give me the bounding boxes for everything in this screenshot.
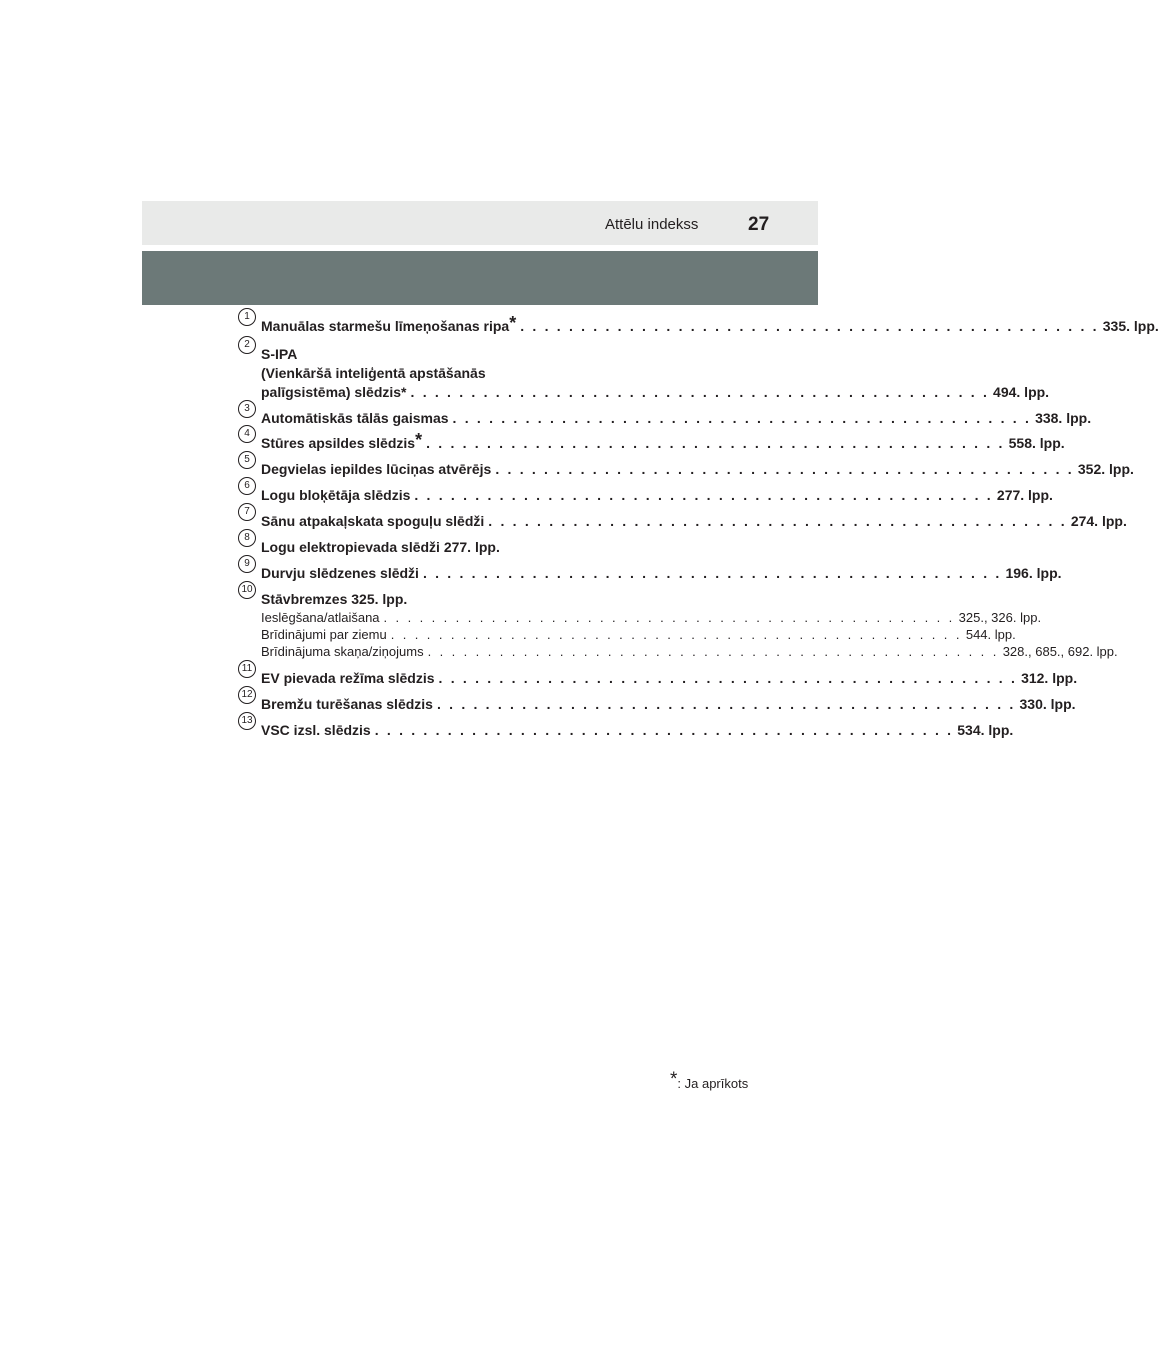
leader-dots: . . . . . . . . . . . . . . . . . . . . . . . . . . . . . . . . . . . . . . . . . . . . . . . . [410,384,990,400]
page-ref[interactable]: 352. lpp. [1077,461,1134,477]
page-ref[interactable]: 558. lpp. [1008,435,1065,451]
leader-dots: . . . . . . . . . . . . . . . . . . . . . . . . . . . . . . . . . . . . . . . . . . . . . . . . [383,610,955,625]
item-number-11: 11 [238,660,256,678]
index-entry-13 [238,715,1014,740]
page-number: 27 [748,214,770,235]
index-entry-3 [238,403,1092,428]
leader-dots: . . . . . . . . . . . . . . . . . . . . . . . . . . . . . . . . . . . . . . . . . . . . . . . . [422,565,1002,581]
page-ref[interactable]: 335. lpp. [1102,318,1159,334]
sub-entry [261,609,1042,626]
item-number-12: 12 [238,686,256,704]
equipment-star: * [415,430,423,450]
index-entry-7 [238,506,1127,531]
item-number-9: 9 [238,555,256,573]
sub-entry-label: Brīdinājuma skaņa/ziņojums [261,644,424,659]
item-number-6: 6 [238,477,256,495]
entry-label: EV pievada režīma slēdzis [261,670,435,686]
leader-dots: . . . . . . . . . . . . . . . . . . . . . . . . . . . . . . . . . . . . . . . . . . . . . . . . [438,670,1018,686]
page-ref[interactable]: 196. lpp. [1005,565,1062,581]
footnote [670,1069,749,1091]
index-entry-6 [238,480,1053,505]
entry-label-line1: S-IPA [261,346,298,362]
index-entry-10 [238,584,1118,660]
index-entry-12 [238,689,1076,714]
equipment-star: * [509,313,517,333]
item-number-13: 13 [238,712,256,730]
entry-label: Stāvbremzes 325. lpp. [261,591,408,607]
entry-label: Sānu atpakaļskata spoguļu slēdži [261,513,485,529]
page-ref[interactable]: 330. lpp. [1019,696,1076,712]
page-ref[interactable]: 328., 685., 692. lpp. [1002,644,1118,659]
page-ref[interactable]: 277. lpp. [996,487,1053,503]
section-title: Attēlu indekss [605,216,699,233]
section-band [142,251,818,305]
page-ref[interactable]: 274. lpp. [1070,513,1127,529]
entry-label: Degvielas iepildes lūciņas atvērējs [261,461,492,477]
entry-label-line3: palīgsistēma) slēdzis* [261,384,407,400]
entry-label: Manuālas starmešu līmeņošanas ripa [261,318,510,334]
header-bar [142,201,818,245]
sub-entry-label: Brīdinājumi par ziemu [261,627,387,642]
index-entry-2 [238,339,1050,402]
index-entry-11 [238,663,1078,688]
leader-dots: . . . . . . . . . . . . . . . . . . . . . . . . . . . . . . . . . . . . . . . . . . . . . . . . [414,487,993,503]
leader-dots: . . . . . . . . . . . . . . . . . . . . . . . . . . . . . . . . . . . . . . . . . . . . . . . . [426,435,1005,451]
item-number-8: 8 [238,529,256,547]
sub-entry [261,626,1016,643]
index-entry-5 [238,454,1134,479]
footnote-star: * [670,1069,678,1090]
index-entry-8 [238,532,724,557]
entry-label: Logu elektropievada slēdži 277. lpp. [261,539,500,555]
page-ref[interactable]: 338. lpp. [1035,410,1092,426]
item-number-7: 7 [238,503,256,521]
item-number-10: 10 [238,581,256,599]
index-entry-9 [238,558,1062,583]
entry-label: Durvju slēdzenes slēdži [261,565,419,581]
page-ref[interactable]: 544. lpp. [965,627,1016,642]
page-ref[interactable]: 494. lpp. [993,384,1050,400]
leader-dots: . . . . . . . . . . . . . . . . . . . . . . . . . . . . . . . . . . . . . . . . . . . . . . . . [495,461,1074,477]
entry-label: VSC izsl. slēdzis [261,722,371,738]
leader-dots: . . . . . . . . . . . . . . . . . . . . . . . . . . . . . . . . . . . . . . . . . . . . . . . . [452,410,1032,426]
sub-entry [261,643,1118,660]
item-number-2: 2 [238,336,256,354]
leader-dots: . . . . . . . . . . . . . . . . . . . . . . . . . . . . . . . . . . . . . . . . . . . . . . . . [374,722,954,738]
leader-dots: . . . . . . . . . . . . . . . . . . . . . . . . . . . . . . . . . . . . . . . . . . . . . . . . [427,644,999,659]
page-ref[interactable]: 534. lpp. [957,722,1014,738]
entry-label: Stūres apsildes slēdzis [261,435,416,451]
item-number-4: 4 [238,425,256,443]
index-entry-4 [238,428,1065,453]
index-entry-1 [238,311,1159,336]
entry-label: Automātiskās tālās gaismas [261,410,449,426]
page-ref[interactable]: 325., 326. lpp. [958,610,1042,625]
entry-label-line2: (Vienkāršā inteliģentā apstāšanās [261,365,486,381]
entry-label: Bremžu turēšanas slēdzis [261,696,433,712]
item-number-5: 5 [238,451,256,469]
page-ref[interactable]: 312. lpp. [1021,670,1078,686]
leader-dots: . . . . . . . . . . . . . . . . . . . . . . . . . . . . . . . . . . . . . . . . . . . . . . . . [436,696,1016,712]
item-number-3: 3 [238,400,256,418]
item-number-1: 1 [238,308,256,326]
leader-dots: . . . . . . . . . . . . . . . . . . . . . . . . . . . . . . . . . . . . . . . . . . . . . . . . [390,627,962,642]
entry-label: Logu bloķētāja slēdzis [261,487,411,503]
leader-dots: . . . . . . . . . . . . . . . . . . . . . . . . . . . . . . . . . . . . . . . . . . . . . . . . [520,318,1099,334]
leader-dots: . . . . . . . . . . . . . . . . . . . . . . . . . . . . . . . . . . . . . . . . . . . . . . . . [488,513,1067,529]
footnote-text: : Ja aprīkots [677,1076,749,1091]
sub-entry-label: Ieslēgšana/atlaišana [261,610,380,625]
